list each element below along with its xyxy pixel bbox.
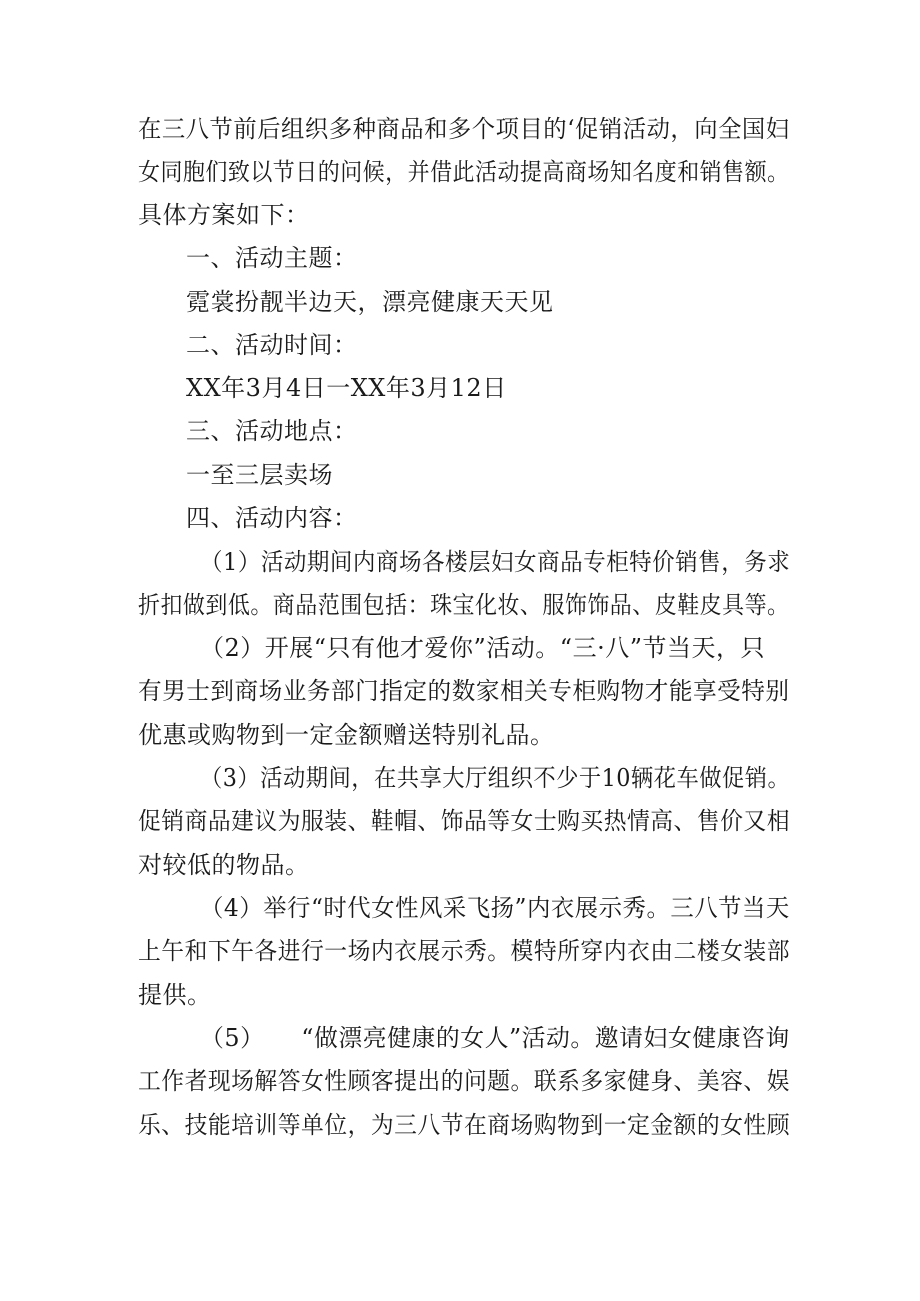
heading-time: 二、活动时间： (186, 331, 358, 359)
item-2-line-2: 有男士到商场业务部门指定的数家相关专柜购物才能享受特别 (138, 677, 790, 705)
heading-content: 四、活动内容： (186, 504, 358, 532)
time-text: XX年3月4日一XX年3月12日 (186, 374, 507, 402)
item-1-line-1: （1）活动期间内商场各楼层妇女商品专柜特价销售，务求 (200, 548, 791, 576)
item-5-line-3: 乐、技能培训等单位，为三八节在商场购物到一定金额的女性顾 (138, 1111, 790, 1139)
paragraph-intro-line-2: 女同胞们致以节日的问候，并借此活动提高商场知名度和销售额。 (138, 158, 790, 186)
item-5-line-1: （5） “做漂亮健康的女人”活动。邀请妇女健康咨询 (200, 1024, 790, 1052)
item-4-line-1: （4）举行“时代女性风采飞扬”内衣展示秀。三八节当天 (200, 894, 790, 922)
item-3-line-2: 促销商品建议为服装、鞋帽、饰品等女士购买热情高、售价又相 (138, 807, 790, 835)
item-4-line-2: 上午和下午各进行一场内衣展示秀。模特所穿内衣由二楼女装部 (138, 937, 790, 965)
item-3-line-1: （3）活动期间，在共享大厅组织不少于10辆花车做促销。 (200, 764, 791, 792)
item-3-line-3: 对较低的物品。 (138, 851, 310, 879)
theme-text: 霓裳扮靓半边天，漂亮健康天天见 (186, 288, 554, 316)
item-4-line-3: 提供。 (138, 981, 212, 1009)
heading-location: 三、活动地点： (186, 417, 358, 445)
paragraph-intro-line-1: 在三八节前后组织多种商品和多个项目的‘促销活动，向全国妇 (138, 115, 790, 143)
item-2-line-3: 优惠或购物到一定金额赠送特别礼品。 (138, 721, 555, 749)
item-1-line-2: 折扣做到低。商品范围包括：珠宝化妆、服饰饰品、皮鞋皮具等。 (138, 591, 790, 619)
item-5-line-2: 工作者现场解答女性顾客提出的问题。联系多家健身、美容、娱 (138, 1067, 790, 1095)
heading-theme: 一、活动主题： (186, 244, 358, 272)
location-text: 一至三层卖场 (186, 461, 333, 489)
item-2-line-1: （2）开展“只有他才爱你”活动。“三·八”节当天，只 (200, 634, 765, 662)
paragraph-intro-line-3: 具体方案如下： (138, 201, 310, 229)
